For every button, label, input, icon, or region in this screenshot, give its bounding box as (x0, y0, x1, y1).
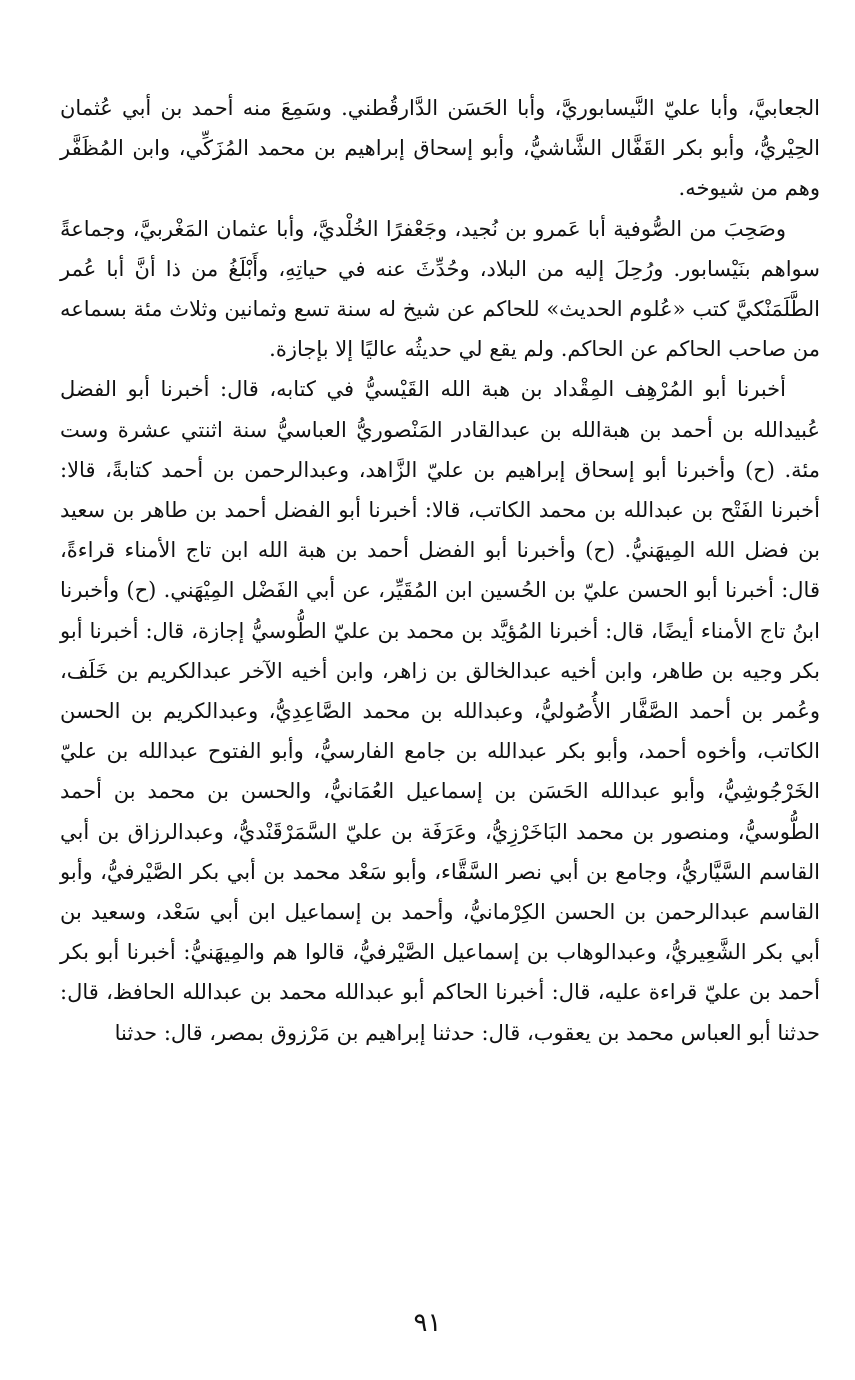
page-body (60, 88, 820, 1053)
paragraph-3: أخبرنا أبو المُرْهِف المِقْداد بن هبة الله القَيْسيُّ في كتابه، قال: أخبرنا أبو الفضل عُبيدالله بن أحمد بن هبةالله بن عبدالقادر المَنْصوريُّ العباسيُّ سنة اثنتي عشرة وست مئة. (ح) وأخبرنا أبو إسحاق إبراهيم بن عليّ الزَّاهد، وعبدالرحمن بن أحمد كتابةً، قالا: أخبرنا الفَتْح بن عبدالله بن محمد الكاتب، قالا: أخبرنا أبو الفضل أحمد بن طاهر بن سعيد بن فضل الله المِيهَنيُّ. (ح) وأخبرنا أبو الفضل أحمد بن هبة الله ابن تاج الأمناء قراءةً، قال: أخبرنا أبو الحسن عليّ بن الحُسين ابن المُقَيِّر، عن أبي الفَضْل المِيْهَني. (ح) وأخبرنا ابنُ تاج الأمناء أيضًا، قال: أخبرنا المُؤيَّد بن محمد بن عليّ الطُّوسيُّ إجازة، قال: أخبرنا أبو بكر وجيه بن طاهر، وابن أخيه عبدالخالق بن زاهر، وابن أخيه الآخر عبدالكريم بن خَلَف، وعُمر بن أحمد الصَّفَّار الأُصُوليُّ، وعبدالله بن محمد الصَّاعِدِيُّ، وعبدالكريم بن الحسن الكاتب، وأخوه أحمد، وأبو بكر عبدالله بن جامع الفارسيُّ، وأبو الفتوح عبدالله بن عليّ الخَرْجُوشِيُّ، وأبو عبدالله الحَسَن بن إسماعيل العُمَانيُّ، والحسن بن محمد بن أحمد الطُّوسيُّ، ومنصور بن محمد البَاخَرْزِيُّ، وعَرَفَة بن عليّ السَّمَرْقَنْديُّ، وعبدالرزاق بن أبي القاسم السَّيَّاريُّ، وجامع بن أبي نصر السَّقَّاء، وأبو سَعْد محمد بن أبي بكر الصَّيْرفيُّ، وأبو القاسم عبدالرحمن بن الحسن الكِرْمانيُّ، وأحمد بن إسماعيل ابن أبي سَعْد، وسعيد بن أبي بكر الشَّعِيريُّ، وعبدالوهاب بن إسماعيل الصَّيْرفيُّ، قالوا هم والمِيهَنيُّ: أخبرنا أبو بكر أحمد بن عليّ قراءة عليه، قال: أخبرنا الحاكم أبو عبدالله محمد بن عبدالله الحافظ، قال: حدثنا أبو العباس محمد بن يعقوب، قال: حدثنا إبراهيم بن مَرْزوق بمصر، قال: حدثنا (60, 377, 821, 1045)
page-number: ٩١ (413, 1308, 442, 1338)
paragraph-2: وصَحِبَ من الصُّوفية أبا عَمرو بن نُجيد، وجَعْفرًا الخُلْديَّ، وأبا عثمان المَغْربيَّ، وجماعةً سواهم بنَيْسابور. ورُحِلَ إليه من البلاد، وحُدِّثَ عنه في حياتِهِ، وأَبْلَغُ من ذا أنَّ أبا عُمر الطَّلَمَنْكيَّ كتب «عُلوم الحديث» للحاكم عن شيخ له سنة تسع وثمانين وثلاث مئة بسماعه من صاحب الحاكم عن الحاكم. ولم يقع لي حديثُه عاليًا إلا بإجازة. (60, 216, 820, 362)
paragraph-1: الجعابيَّ، وأبا عليّ النَّيسابوريَّ، وأبا الحَسَن الدَّارقُطني. وسَمِعَ منه أحمد بن أبي عُثمان الحِيْريُّ، وأبو بكر القَفَّال الشَّاشيُّ، وأبو إسحاق إبراهيم بن محمد المُزَكِّي، وابن المُظَفَّر وهم من شيوخه. (60, 96, 820, 201)
